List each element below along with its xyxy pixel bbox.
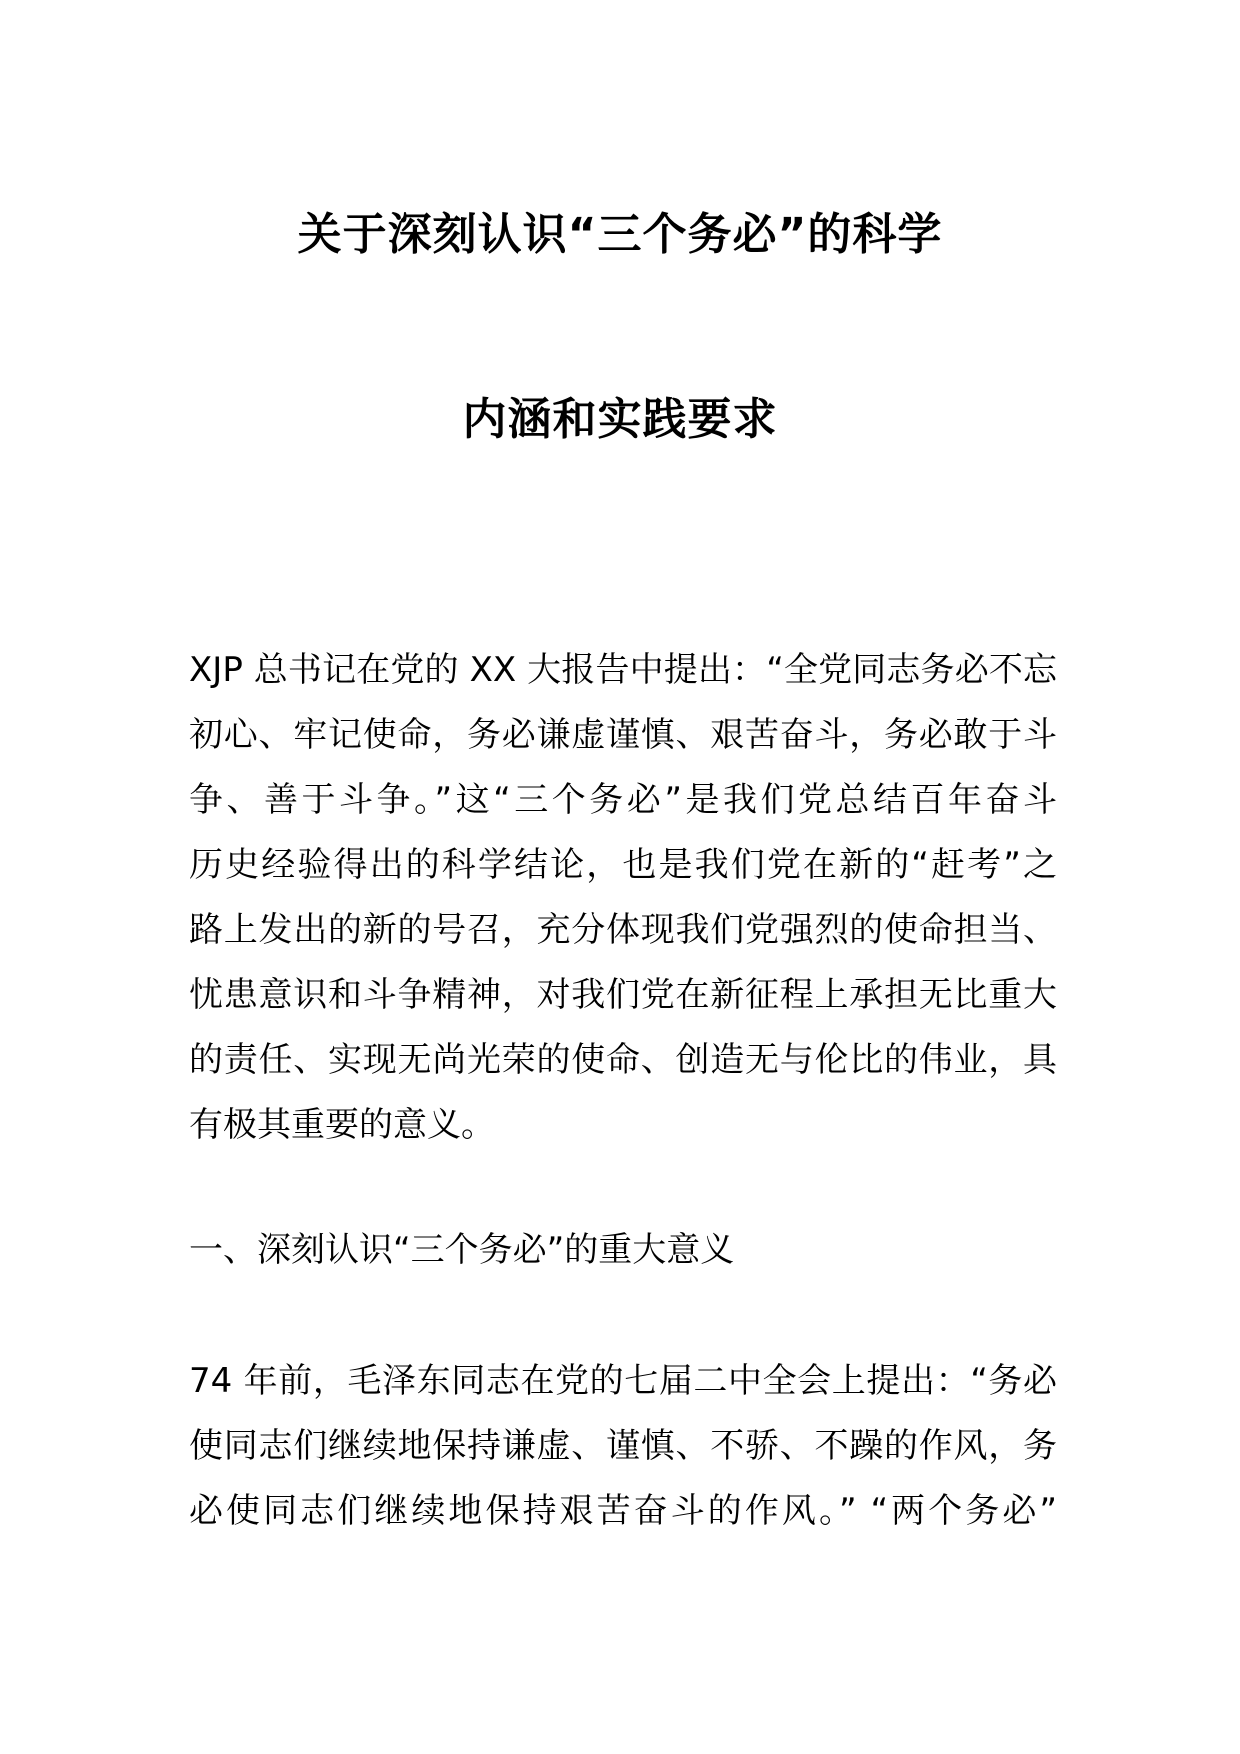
intro-paragraph [189,638,1057,1158]
intro-line-1: XJP 总书记在党的 XX 大报告中提出：“全党同志务必不忘 [189,650,1057,690]
intro-line-4: 历史经验得出的科学结论，也是我们党在新的“赶考”之 [189,845,1057,885]
intro-line-7: 的责任、实现无尚光荣的使命、创造无与伦比的伟业，具 [189,1040,1057,1080]
document-title-line-2: 内涵和实践要求 [462,394,778,445]
history-line-3: 必使同志们继续地保持艰苦奋斗的作风。” “两个务必” [189,1491,1057,1531]
intro-line-3: 争、善于斗争。”这“三个务必”是我们党总结百年奋斗 [189,780,1057,820]
history-line-1: 74 年前，毛泽东同志在党的七届二中全会上提出：“务必 [189,1361,1057,1401]
intro-line-2: 初心、牢记使命，务必谦虚谨慎、艰苦奋斗，务必敢于斗 [189,715,1057,755]
intro-line-5: 路上发出的新的号召，充分体现我们党强烈的使命担当、 [189,910,1057,950]
intro-line-8: 有极其重要的意义。 [189,1105,495,1145]
history-line-2: 使同志们继续地保持谦虚、谨慎、不骄、不躁的作风，务 [189,1426,1057,1466]
intro-line-6: 忧患意识和斗争精神，对我们党在新征程上承担无比重大 [189,975,1057,1015]
history-paragraph [189,1349,1057,1544]
document-title-line-1: 关于深刻认识“三个务必”的科学 [297,209,943,260]
section-heading-1-text: 一、深刻认识“三个务必”的重大意义 [189,1230,735,1270]
section-heading-1 [189,1218,1057,1283]
